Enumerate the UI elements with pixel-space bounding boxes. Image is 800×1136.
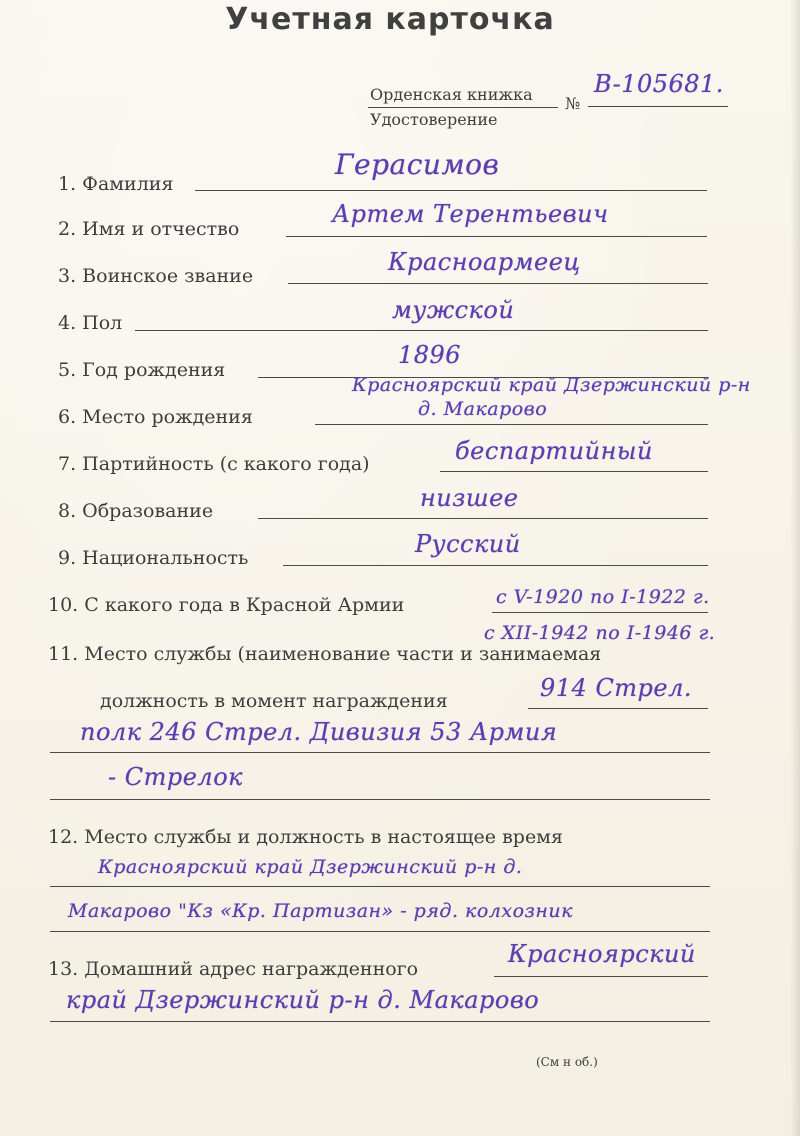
field-current-service-line-1 — [50, 886, 710, 887]
field-army-since-value-2: с XII-1942 по I-1946 г. — [484, 622, 716, 644]
field-home-address-line-2 — [50, 1021, 710, 1022]
field-birthplace-value-1: Красноярский край Дзержинский р-н — [352, 374, 751, 396]
order-book-line — [368, 107, 558, 108]
field-sex-label: 4. Пол — [58, 312, 123, 334]
field-surname-label: 1. Фамилия — [58, 173, 174, 195]
field-home-address-value-1: Красноярский — [508, 940, 696, 968]
field-current-service-line-2 — [50, 931, 710, 932]
field-birthplace-label: 6. Место рождения — [58, 406, 253, 428]
field-service-value-1: 914 Стрел. — [540, 674, 693, 702]
field-service-value-3: - Стрелок — [108, 763, 243, 791]
number-sign: № — [565, 94, 581, 113]
field-service-label-2: должность в момент награждения — [100, 690, 448, 712]
field-party-line — [440, 471, 708, 472]
field-nationality-value: Русский — [415, 530, 521, 558]
field-rank-label: 3. Воинское звание — [58, 265, 254, 287]
field-service-line-3 — [50, 799, 710, 800]
field-rank-value: Красноармеец — [388, 248, 581, 276]
field-army-since-line — [492, 612, 708, 613]
field-service-value-2: полк 246 Стрел. Дивизия 53 Армия — [80, 718, 558, 746]
field-current-service-value-2: Макарово "Кз «Кр. Партизан» - ряд. колхозник — [68, 900, 574, 922]
field-home-address-label: 13. Домашний адрес награжденного — [48, 958, 419, 980]
field-army-since-label: 10. С какого года в Красной Армии — [48, 594, 405, 616]
field-home-address-line-1 — [494, 976, 708, 977]
field-current-service-value-1: Красноярский край Дзержинский р-н д. — [98, 856, 523, 878]
field-name-line — [286, 236, 707, 237]
field-party-label: 7. Партийность (с какого года) — [58, 453, 370, 475]
field-current-service-label: 12. Место службы и должность в настоящее время — [48, 826, 563, 848]
field-sex-value: мужской — [392, 296, 515, 324]
field-sex-line — [135, 330, 708, 331]
field-service-label-1: 11. Место службы (наименование части и занимаемая — [48, 643, 602, 665]
field-surname-value: Герасимов — [335, 148, 500, 181]
field-education-line — [258, 518, 708, 519]
field-nationality-line — [283, 565, 708, 566]
field-birthplace-value-2: д. Макарово — [418, 398, 548, 420]
field-name-value: Артем Терентьевич — [332, 200, 609, 228]
field-surname-line — [195, 190, 707, 191]
footer-note: (См н об.) — [536, 1055, 598, 1069]
field-service-line-2 — [50, 752, 710, 753]
field-army-since-value-1: с V-1920 по I-1922 г. — [496, 586, 710, 608]
field-education-value: низшее — [420, 484, 519, 512]
field-birthplace-line — [315, 424, 708, 425]
field-birth-year-label: 5. Год рождения — [58, 359, 226, 381]
order-book-label: Орденская книжка — [370, 85, 533, 104]
paper-edge — [790, 0, 800, 1136]
field-nationality-label: 9. Национальность — [58, 547, 249, 569]
field-party-value: беспартийный — [455, 437, 653, 465]
field-rank-line — [288, 283, 708, 284]
field-service-line-1 — [528, 708, 708, 709]
field-name-label: 2. Имя и отчество — [58, 218, 240, 240]
field-education-label: 8. Образование — [58, 500, 214, 522]
certificate-label: Удостоверение — [370, 110, 498, 129]
card-title: Учетная карточка — [225, 2, 555, 37]
order-number-value: B-105681. — [594, 70, 724, 98]
number-line — [588, 106, 728, 107]
field-home-address-value-2: край Дзержинский р-н д. Макарово — [66, 986, 540, 1014]
field-birth-year-value: 1896 — [398, 341, 462, 369]
